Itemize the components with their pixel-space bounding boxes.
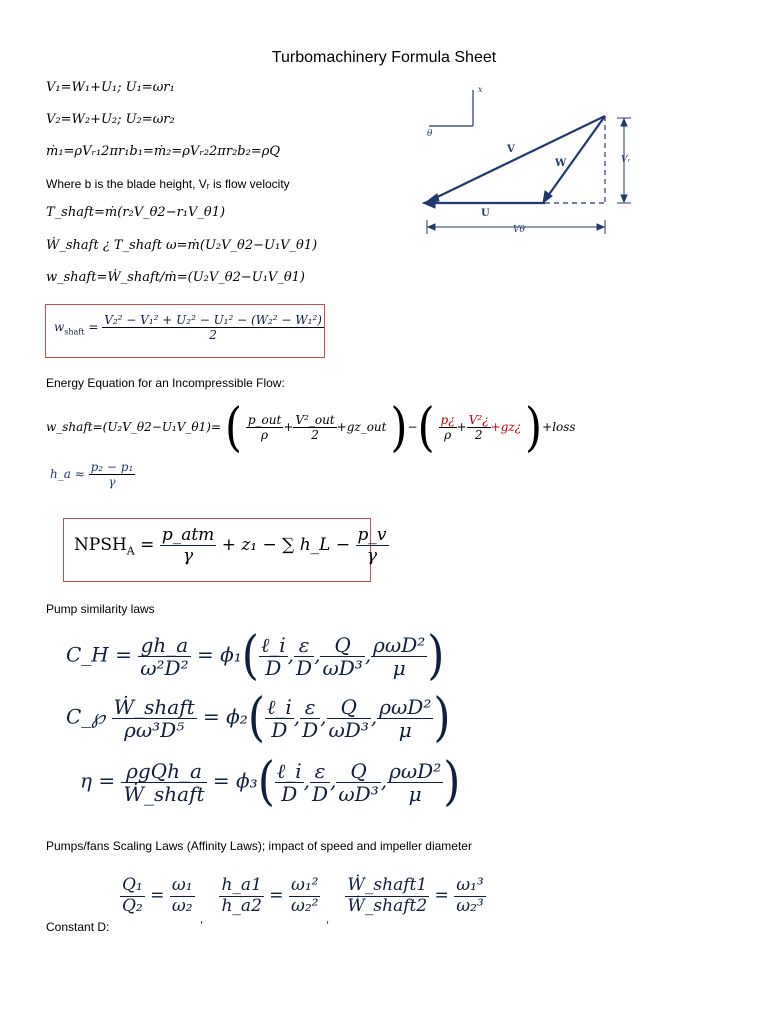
phi2-symbol: ϕ₂ bbox=[226, 704, 248, 729]
cp-symbol: C_℘ bbox=[66, 704, 106, 729]
npsh-formula: $NPSH_A$ = $\frac{\text{p\_atm}}{\gamma}$ + z₁ − ∑ h_L − $\frac{p\_v}{\gamma}$ bbox=[74, 525, 387, 566]
left-paren-2: ( bbox=[417, 396, 435, 459]
x-axis-label: x bbox=[478, 85, 483, 94]
affinity-comma-1: , bbox=[199, 911, 204, 926]
vtheta-arrow-right bbox=[597, 224, 604, 230]
vr-arrow-down bbox=[621, 195, 627, 202]
arg-q: Q bbox=[320, 634, 364, 657]
affinity-w1-squared: ω₁² bbox=[290, 875, 319, 895]
energy-equation-lhs: w_shaft=(U₂V_θ2−U₁V_θ1)= bbox=[46, 420, 222, 434]
page-title: Turbomachinery Formula Sheet bbox=[271, 49, 497, 66]
left-paren: ( bbox=[224, 396, 243, 459]
arg-q: Q bbox=[336, 760, 380, 783]
arg-mu: μ bbox=[392, 655, 406, 680]
affinity-q2: Q₂ bbox=[122, 895, 143, 916]
arg-mu: μ bbox=[398, 717, 412, 742]
w-label: W bbox=[555, 158, 567, 169]
arg-omega-d3: ωD³ bbox=[328, 717, 369, 742]
v-label: V bbox=[507, 144, 515, 155]
similarity-ch-equation: C_H = $\frac{gh\_a}{\text{ω²D²}}$ = ϕ₁( $\frac{\text{ℓ\_i}}{D}$ , $\frac{\varepsilon}{D}$ , $\frac{Q}{\text{ωD³}}$ , $\frac{\text{ρωD²}}{\mu}$ ) bbox=[66, 624, 445, 686]
inlet-elevation: +gz¿ bbox=[490, 420, 522, 434]
eta-denominator: Ẇ_shaft bbox=[123, 781, 205, 806]
mass-flow-equation: ṁ₁=ρVᵣ₁2πr₁b₁=ṁ₂=ρVᵣ₂2πr₂b₂=ρQ bbox=[46, 144, 281, 159]
npsh-gamma-2: γ bbox=[366, 546, 378, 566]
specific-work-equation: w_shaft=Ẇ_shaft/ṁ=(U₂V_θ2−U₁V_θ1) bbox=[46, 270, 305, 285]
outlet-elevation: +gz_out bbox=[336, 420, 387, 434]
npsh-patm: p_atm bbox=[161, 525, 215, 545]
affinity-w2-squared: ω₂² bbox=[290, 895, 319, 916]
vtheta-arrow-left bbox=[428, 224, 435, 230]
similarity-eta-equation: η = $\frac{\text{ρgQh\_a}}{\text{Ẇ\_shaft}}$ = ϕ₃( $\frac{\text{ℓ\_i}}{D}$ , $\frac{\varepsilon}{D}$ , $\frac{Q}{\text{ωD³}}$ , $\frac{\text{ρωD²}}{\mu}$ ) bbox=[80, 750, 461, 812]
arg-li: ℓ_i bbox=[276, 758, 302, 783]
arg-omega-d3: ωD³ bbox=[338, 781, 379, 806]
blade-height-note: Where b is the blade height, Vᵣ is flow velocity bbox=[46, 177, 290, 191]
head-equation bbox=[50, 460, 135, 489]
vector-v bbox=[427, 116, 605, 202]
inlet-two: 2 bbox=[474, 428, 483, 442]
outlet-pressure: p_out bbox=[247, 413, 282, 427]
theta-axis-label: θ bbox=[427, 129, 433, 139]
arg-rho-omega-d2: ρωD² bbox=[379, 694, 432, 719]
phi1-symbol: ϕ₁ bbox=[220, 642, 242, 667]
vr-label: Vᵣ bbox=[621, 155, 631, 165]
affinity-h2: h_a2 bbox=[221, 895, 262, 916]
arg-q: Q bbox=[327, 696, 371, 719]
velocity-equation-1: V₁=W₁+U₁; U₁=ωr₁ bbox=[46, 80, 175, 95]
affinity-power-1: Ẇ_shaft1 bbox=[347, 875, 428, 895]
ch-denominator: ω²D² bbox=[140, 655, 189, 680]
eta-symbol: η bbox=[80, 768, 92, 793]
npsh-pv: p_v bbox=[357, 525, 387, 545]
head-numerator: p₂ − p₁ bbox=[90, 460, 134, 474]
head-lhs: h_a ≈ bbox=[50, 467, 85, 481]
affinity-comma-2: , bbox=[325, 911, 330, 926]
affinity-h1: h_a1 bbox=[221, 875, 262, 895]
velocity-triangle-diagram bbox=[415, 82, 645, 242]
npsh-middle-terms: + z₁ − ∑ h_L − bbox=[221, 535, 351, 555]
ch-numerator: gh_a bbox=[138, 634, 190, 657]
arg-d: D bbox=[311, 781, 328, 806]
affinity-w1-cubed: ω₁³ bbox=[456, 875, 484, 895]
scaling-laws-heading: Pumps/fans Scaling Laws (Affinity Laws); impact of speed and impeller diameter bbox=[46, 839, 472, 853]
arg-d: D bbox=[296, 655, 313, 680]
energy-equation: w_shaft=(U₂V_θ2−U₁V_θ1)= ( $\frac{\text{p\_out}}{\rho}$ + $\frac{\text{V²\_out}}{2}$ +gz_out )−( $\frac{p¿}{\rho}$ + $\frac{\text{V²¿}}{2}$ +gz¿ )+loss bbox=[46, 396, 576, 459]
arg-li: ℓ_i bbox=[260, 632, 286, 657]
constant-d-label: Constant D: bbox=[46, 920, 110, 934]
arg-li: ℓ_i bbox=[267, 694, 292, 719]
arg-rho-omega-d2: ρωD² bbox=[389, 758, 442, 783]
cp-numerator: Ẇ_shaft bbox=[113, 694, 195, 719]
arg-omega-d3: ωD³ bbox=[322, 655, 363, 680]
right-paren: ) bbox=[390, 396, 408, 459]
affinity-laws: $\frac{\text{Q₁}}{\text{Q₂}}$ = $\frac{\text{ω₁}}{\text{ω₂}}$ $_,$ $\frac{h\_a1}{h\_a2}$ = $\frac{\text{ω₁²}}{\text{ω₂²}}$ $_,$ $\frac{\text{Ẇ\_shaft1}}{\text{Ẇ\_shaft2}}$ = $\frac{\text{ω₁³}}{\text{ω₂³}}$ bbox=[122, 875, 484, 926]
ch-symbol: C_H bbox=[66, 642, 109, 667]
npsh-lhs-sub: A bbox=[126, 544, 135, 558]
affinity-power-2: Ẇ_shaft2 bbox=[347, 895, 428, 916]
vtheta-label: Vθ bbox=[513, 225, 525, 235]
npsh-gamma-1: γ bbox=[182, 546, 194, 566]
velocity-equation-2: V₂=W₂+U₂; U₂=ωr₂ bbox=[46, 112, 175, 127]
arg-d: D bbox=[302, 717, 319, 742]
eta-numerator: ρgQh_a bbox=[121, 760, 206, 783]
inlet-pressure: p¿ bbox=[440, 413, 455, 427]
arg-epsilon: ε bbox=[294, 634, 314, 657]
arg-epsilon: ε bbox=[300, 696, 320, 719]
arg-rho-omega-d2: ρωD² bbox=[373, 632, 426, 657]
arg-epsilon: ε bbox=[310, 760, 330, 783]
affinity-w2-cubed: ω₂³ bbox=[456, 895, 484, 916]
u-label: U bbox=[481, 208, 490, 219]
shaft-work-formula: $w_{shaft}$ = $\frac{\text{V₂² − V₁² + U₂² − U₁² − (W₂² − W₁²)}}{2}$ bbox=[54, 313, 322, 342]
right-paren-2: ) bbox=[524, 396, 543, 459]
vector-w bbox=[545, 116, 605, 200]
phi3-symbol: ϕ₃ bbox=[236, 768, 258, 793]
arg-d: D bbox=[281, 781, 298, 806]
arg-d: D bbox=[271, 717, 288, 742]
similarity-heading: Pump similarity laws bbox=[46, 602, 155, 616]
shaft-work-numerator: V₂² − V₁² + U₂² − U₁² − (W₂² − W₁²) bbox=[104, 313, 322, 327]
shaft-work-lhs: w bbox=[54, 320, 65, 334]
outlet-velocity: V²_out bbox=[295, 413, 335, 427]
shaft-power-equation: Ẇ_shaft ¿ T_shaft ω=ṁ(U₂V_θ2−U₁V_θ1) bbox=[46, 238, 318, 253]
arg-mu: μ bbox=[408, 781, 422, 806]
inlet-rho: ρ bbox=[444, 428, 452, 442]
loss-term: +loss bbox=[542, 420, 576, 434]
cp-denominator: ρω³D⁵ bbox=[124, 717, 185, 742]
shaft-work-lhs-sub: shaft bbox=[64, 327, 85, 337]
affinity-q1: Q₁ bbox=[122, 875, 143, 895]
arg-d: D bbox=[265, 655, 282, 680]
energy-equation-heading: Energy Equation for an Incompressible Flow: bbox=[46, 376, 285, 390]
vr-arrow-up bbox=[621, 119, 627, 126]
head-denominator: γ bbox=[108, 475, 116, 489]
shaft-work-fraction bbox=[102, 313, 324, 342]
inlet-velocity: V²¿ bbox=[468, 413, 489, 427]
outlet-two: 2 bbox=[311, 428, 319, 442]
shaft-work-denominator: 2 bbox=[209, 328, 217, 342]
similarity-cp-equation: C_℘ $\frac{\text{Ẇ\_shaft}}{\text{ρω³D⁵}}$ = ϕ₂( $\frac{\text{ℓ\_i}}{D}$ , $\frac{\varepsilon}{D}$ , $\frac{Q}{\text{ωD³}}$ , $\frac{\text{ρωD²}}{\mu}$ ) bbox=[66, 686, 451, 748]
outlet-rho: ρ bbox=[261, 428, 269, 442]
affinity-w1: ω₁ bbox=[171, 875, 193, 895]
affinity-w2: ω₂ bbox=[171, 895, 193, 916]
npsh-lhs: NPSH bbox=[74, 535, 127, 555]
torque-equation: T_shaft=ṁ(r₂V_θ2−r₁V_θ1) bbox=[46, 205, 226, 220]
